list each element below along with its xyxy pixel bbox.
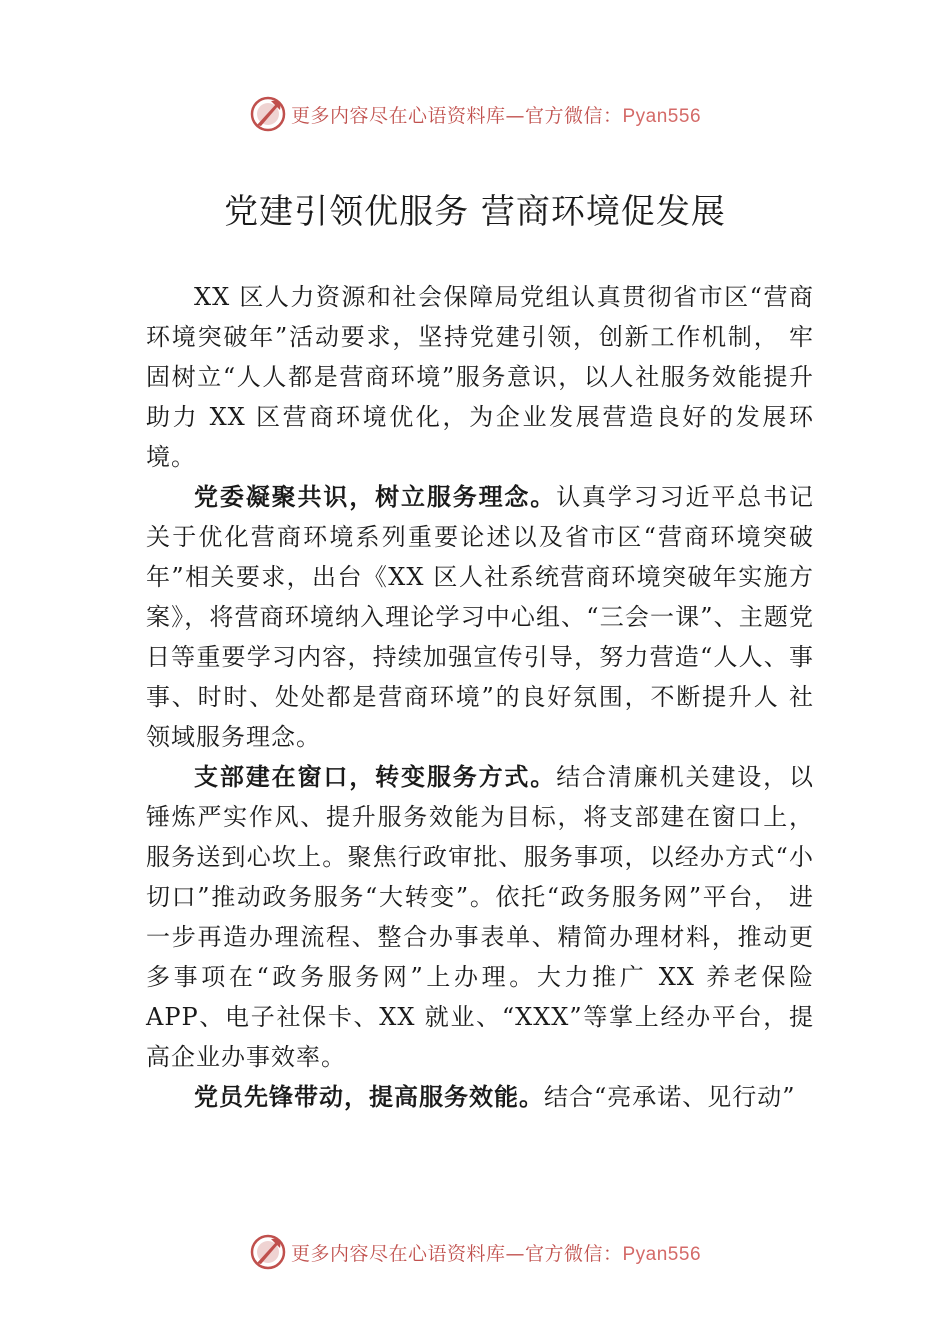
footer-watermark — [0, 1232, 950, 1272]
watermark-wechat-id: Pyan556 — [622, 105, 702, 127]
section-lead-3: 党员先锋带动，提高服务效能。 — [194, 1083, 544, 1111]
section-paragraph-3 — [146, 1077, 814, 1117]
watermark-main: 更多内容尽在心语资料库 — [290, 1242, 506, 1265]
document-body — [146, 277, 814, 1117]
quill-seal-icon — [249, 1233, 287, 1271]
section-body-2: 结合清廉机关建设，以锤炼严实作风、提升服务效能为目标，将支部建在窗口上， 服务送到心坎上。聚焦行政审批、服务事项，以经办方式“小切口”推动政务服务“大转变”。依托“政务服务网”平台， 进一步再造办理流程、整合办事表单、精简办理材料，推动更多事项在“政务服务网”上办理。大力推广 XX 养老保险 APP、电子社保卡、XX 就业、“XXX”等掌上经办平台，提高企业办事效率。 — [146, 763, 815, 1071]
section-lead-1: 党委凝聚共识，树立服务理念。 — [194, 483, 557, 511]
watermark-text — [291, 1239, 701, 1266]
section-body-3: 结合“亮承诺、见行动” — [544, 1083, 796, 1111]
watermark-wechat-label: 官方微信： — [524, 1242, 623, 1265]
section-lead-2: 支部建在窗口，转变服务方式。 — [194, 763, 557, 791]
quill-seal-icon — [249, 95, 287, 133]
intro-paragraph: XX 区人力资源和社会保障局党组认真贯彻省市区“营商环境突破年”活动要求，坚持党建引领，创新工作机制， 牢固树立“人人都是营商环境”服务意识，以人社服务效能提升助力 XX 区营商环境优化，为企业发展营造良好的发展环境。 — [146, 283, 814, 471]
watermark-main: 更多内容尽在心语资料库 — [290, 104, 506, 127]
section-paragraph-2 — [146, 757, 814, 1077]
section-body-1: 认真学习习近平总书记关于优化营商环境系列重要论述以及省市区“营商环境突破年”相关要求，出台《XX 区人社系统营商环境突破年实施方案》，将营商环境纳入理论学习中心组、“三会一课”、主题党日等重要学习内容，持续加强宣传引导，努力营造“人人、事事、时时、处处都是营商环境”的良好氛围，不断提升人 社领域服务理念。 — [146, 483, 815, 751]
header-watermark — [0, 94, 950, 134]
watermark-dash: — — [505, 1242, 525, 1265]
watermark-text — [291, 101, 701, 128]
section-paragraph-1 — [146, 477, 814, 757]
watermark-wechat-id: Pyan556 — [622, 1243, 702, 1265]
watermark-dash: — — [505, 104, 525, 127]
document-title: 党建引领优服务 营商环境促发展 — [224, 192, 726, 232]
watermark-wechat-label: 官方微信： — [524, 104, 623, 127]
